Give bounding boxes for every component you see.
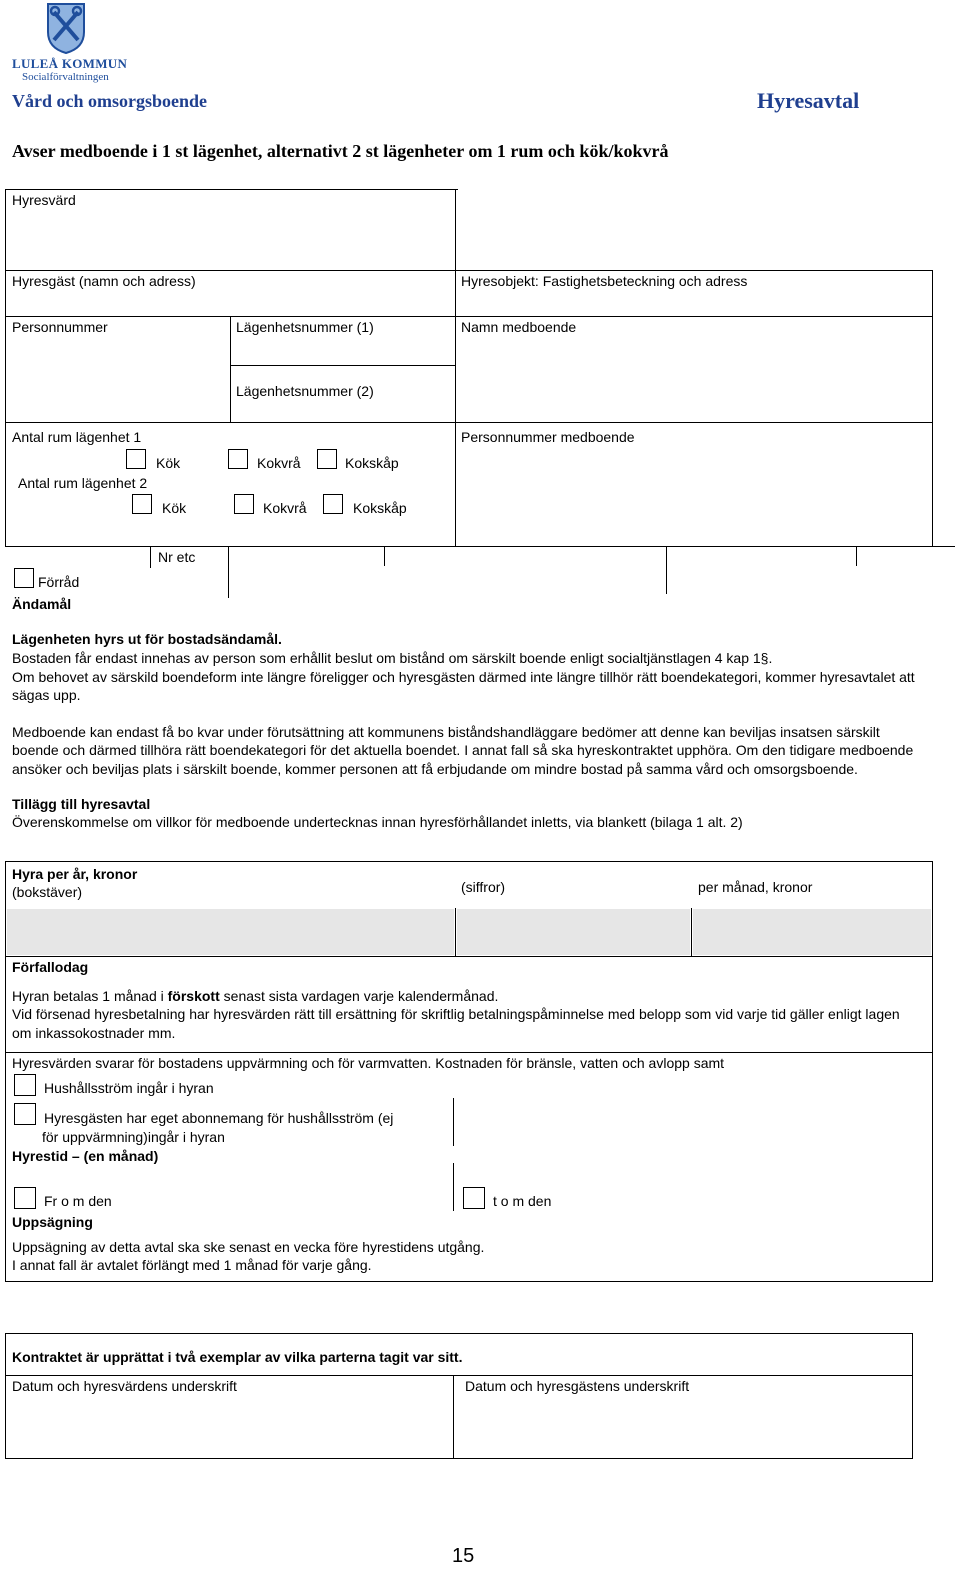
due-date-text-a: Hyran betalas 1 månad i: [12, 988, 168, 1004]
to-date-checkbox[interactable]: [463, 1187, 485, 1209]
kitchenette-2-label: Kokvrå: [263, 500, 307, 516]
rooms-apartment-1-label: Antal rum lägenhet 1: [12, 429, 142, 445]
from-date-label: Fr o m den: [44, 1193, 112, 1209]
unit-name: Vård och omsorgsboende: [12, 91, 208, 111]
utilities-text: Hyresvärden svarar för bostadens uppvärmning och för varmvatten. Kostnaden för bränsle, vatten och avlopp samt: [12, 1055, 725, 1071]
personal-number-label: Personnummer: [12, 319, 108, 335]
purpose-text: [12, 649, 927, 778]
due-date-line-1: [12, 988, 498, 1004]
signature-heading: Kontraktet är upprättat i två exemplar av vilka parterna tagit var sitt.: [12, 1349, 463, 1365]
rent-per-month-label: per månad, kronor: [698, 879, 813, 895]
logo-subtext: Socialförvaltningen: [22, 71, 109, 83]
kitchen-2-checkbox[interactable]: [132, 494, 152, 514]
household-power-included-label: Hushållsström ingår i hyran: [44, 1080, 214, 1096]
due-date-heading: Förfallodag: [12, 959, 89, 975]
kitchenette-2-checkbox[interactable]: [234, 494, 254, 514]
termination-line-2: I annat fall är avtalet förlängt med 1 månad för varje gång.: [12, 1257, 372, 1273]
cohabitant-personal-number-label: Personnummer medboende: [461, 429, 635, 445]
household-power-included-checkbox[interactable]: [14, 1074, 36, 1096]
rooms-apartment-2-label: Antal rum lägenhet 2: [18, 475, 148, 491]
tenant-label: Hyresgäst (namn och adress): [12, 273, 196, 289]
own-power-subscription-label-a: Hyresgästen har eget abonnemang för hushållsström (ej: [44, 1110, 394, 1126]
kitchen-cabinet-1-label: Kokskåp: [345, 455, 399, 471]
storage-checkbox[interactable]: [14, 568, 34, 588]
termination-line-1: Uppsägning av detta avtal ska ske senast en vecka före hyrestidens utgång.: [12, 1239, 485, 1255]
late-payment-text: Vid försenad hyresbetalning har hyresvärden rätt till ersättning för skriftlig betalningspåminnelse med belopp som vid varje tid gäller enligt lagen om inkassokostnader mm.: [12, 1006, 900, 1041]
rent-heading: Hyra per år, kronor: [12, 866, 138, 882]
purpose-paragraph-1: Bostaden får endast innehas av person som erhållit beslut om bistånd om särskilt boende enligt socialtjänstlagen 4 kap 1§.: [12, 650, 773, 666]
own-power-subscription-label-b: för uppvärmning)ingår i hyran: [42, 1129, 225, 1145]
kitchen-1-checkbox[interactable]: [126, 449, 146, 469]
own-power-subscription-checkbox[interactable]: [14, 1103, 36, 1125]
kitchen-cabinet-1-checkbox[interactable]: [317, 449, 337, 469]
tenant-signature-label: Datum och hyresgästens underskrift: [465, 1378, 690, 1394]
document-title: Hyresavtal: [757, 88, 860, 113]
termination-heading: Uppsägning: [12, 1214, 93, 1230]
municipality-logo: [46, 2, 86, 54]
kitchen-2-label: Kök: [162, 500, 187, 516]
document-subtitle: Avser medboende i 1 st lägenhet, alternativt 2 st lägenheter om 1 rum och kök/kokvrå: [12, 141, 669, 161]
kitchen-cabinet-2-label: Kokskåp: [353, 500, 407, 516]
purpose-heading: Lägenheten hyrs ut för bostadsändamål.: [12, 631, 282, 647]
kitchenette-1-label: Kokvrå: [257, 455, 301, 471]
purpose-label: Ändamål: [12, 596, 72, 612]
number-etc-label: Nr etc: [158, 549, 196, 565]
kitchen-1-label: Kök: [156, 455, 181, 471]
apartment-number-2-label: Lägenhetsnummer (2): [236, 383, 374, 399]
kitchen-cabinet-2-checkbox[interactable]: [323, 494, 343, 514]
property-label: Hyresobjekt: Fastighetsbeteckning och adress: [461, 273, 748, 289]
addendum-heading: Tillägg till hyresavtal: [12, 796, 151, 812]
cohabitant-name-label: Namn medboende: [461, 319, 577, 335]
purpose-paragraph-2: Om behovet av särskild boendeform inte längre föreligger och hyresgästen därmed inte längre tillhör rätt boendekategori, kommer hyresavtalet att sägas upp.: [12, 668, 915, 703]
addendum-text: Överenskommelse om villkor för medboende undertecknas innan hyresförhållandet inletts, via blankett (bilaga 1 alt. 2): [12, 814, 743, 830]
kitchenette-1-checkbox[interactable]: [228, 449, 248, 469]
from-date-checkbox[interactable]: [14, 1187, 36, 1209]
rental-term-heading: Hyrestid – (en månad): [12, 1148, 159, 1164]
apartment-number-1-label: Lägenhetsnummer (1): [236, 319, 374, 335]
purpose-paragraph-3: Medboende kan endast få bo kvar under förutsättning att kommunens biståndshandläggare bedömer att denne kan beviljas insatsen särskilt boende och därmed tillhöra rätt boendekategori för det aktuella boendet. I annat fall så ska hyreskontraktet upphöra. Om den tidigare medboende ansöker och beviljas plats i särskilt boende, kommer personen att få erbjudande om mindre bostad på samma vård och omsorgsboende.: [12, 723, 914, 777]
landlord-signature-label: Datum och hyresvärdens underskrift: [12, 1378, 237, 1394]
to-date-label: t o m den: [493, 1193, 552, 1209]
page-number: 15: [452, 1545, 475, 1567]
rent-digits-label: (siffror): [461, 879, 506, 895]
landlord-label: Hyresvärd: [12, 192, 76, 208]
rent-letters-label: (bokstäver): [12, 884, 83, 900]
logo-text: LULEÅ KOMMUN: [12, 56, 128, 71]
storage-label: Förråd: [38, 574, 80, 590]
due-date-text-c: senast sista vardagen varje kalendermånad.: [219, 988, 499, 1004]
due-date-text-bold: förskott: [167, 988, 220, 1004]
